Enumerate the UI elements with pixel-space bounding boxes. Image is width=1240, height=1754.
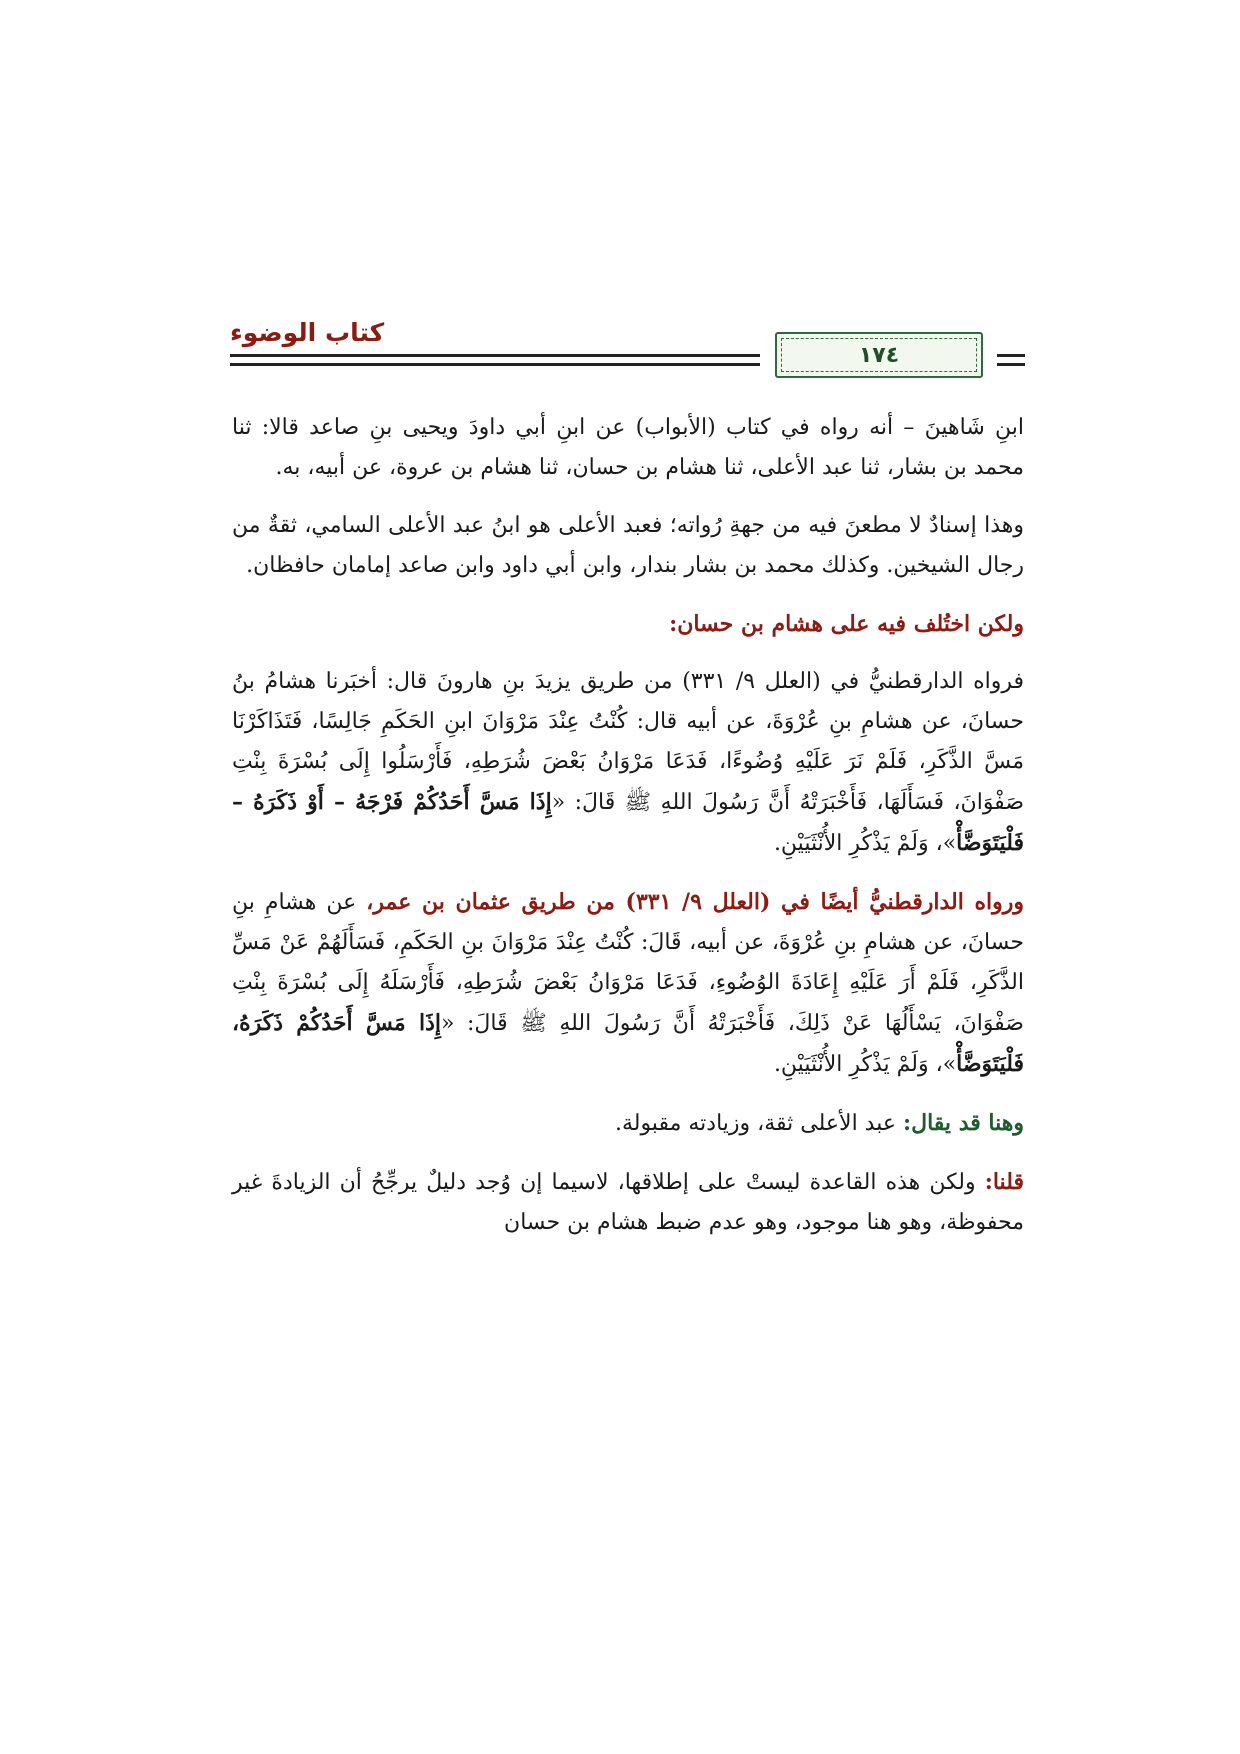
paragraph-text: ولكن هذه القاعدة ليستْ على إطلاقها، لاسيما إن وُجد دليلٌ يرجِّحُ أن الزيادةَ غير محفوظة، وهو هنا موجود، وهو عدم ضبط هشام بن حسان: [232, 1170, 1024, 1235]
hadith-text: إِذَا مَسَّ أَحَدُكُمْ ذَكَرَهُ، فَلْيَتَوَضَّأْ: [232, 1010, 1024, 1077]
book-title: كتاب الوضوء: [230, 318, 385, 347]
page-number: ١٧٤: [858, 342, 900, 368]
page-number-badge: [775, 332, 983, 378]
header-rule: [997, 354, 1025, 357]
section-heading: ولكن اختُلف فيه على هشام بن حسان:: [669, 611, 1024, 637]
paragraph-text: عن هشامِ بنِ حسانَ، عن هشامِ بنِ عُرْوَةَ، عن أبيه، قَالَ: كُنْتُ عِنْدَ مَرْوَانَ بنِ الحَكَمِ، فَسَأَلَهُمْ عَنْ مَسِّ الذَّكَرِ، فَلَمْ أَرَ عَلَيْهِ إِعَادَةَ الوُضُوءِ، فَدَعَا مَرْوَانُ بَعْضَ شُرَطِهِ، فَأَرْسَلَهُ إِلَى بُسْرَةَ بِنْتِ صَفْوَانَ، يَسْأَلُهَا عَنْ ذَلِكَ، فَأَخْبَرَتْهُ أَنَّ رَسُولَ اللهِ ﷺ قَالَ: «: [232, 890, 1024, 1036]
objection-label: وهنا قد يقال:: [902, 1110, 1024, 1136]
paragraph: وهذا إسنادٌ لا مطعنَ فيه من جهةِ رُواته؛ فعبد الأعلى هو ابنُ عبد الأعلى السامي، ثقةٌ من رجال الشيخين. وكذلك محمد بن بشار بندار، وابن أبي داود وابن صاعد إمامان حافظان.: [232, 513, 1024, 578]
paragraph: ابنِ شَاهينَ – أنه رواه في كتاب (الأبواب) عن ابنِ أبي داودَ ويحيى بنِ صاعد قالا: ثنا محمد بن بشار، ثنا عبد الأعلى، ثنا هشام بن حسان، ثنا هشام بن عروة، عن أبيه، به.: [232, 415, 1024, 480]
page-header: [230, 318, 1025, 380]
paragraph-text: »، وَلَمْ يَذْكُرِ الأُنْثَيَيْنِ.: [773, 1052, 957, 1077]
header-rule: [997, 363, 1025, 366]
page-body: [232, 408, 1024, 1261]
paragraph-lead: ورواه الدارقطنيُّ أيضًا في (العلل ٩/ ٣٣١) من طريق عثمان بن عمر،: [366, 889, 1025, 915]
paragraph: [232, 882, 1024, 1085]
header-rule: [230, 354, 760, 357]
hadith-text: إِذَا مَسَّ أَحَدُكُمْ فَرْجَهُ – أَوْ ذَكَرَهُ – فَلْيَتَوَضَّأْ: [232, 789, 1024, 856]
paragraph: [232, 1103, 1024, 1144]
paragraph-text: عبد الأعلى ثقة، وزيادته مقبولة.: [614, 1111, 903, 1136]
paragraph: [232, 662, 1024, 864]
paragraph-text: فرواه الدارقطنيُّ في (العلل ٩/ ٣٣١) من طريق يزيدَ بنِ هارونَ قال: أخبَرنا هشامُ بنُ حسانَ، عن هشامِ بنِ عُرْوَةَ، عن أبيه قال: كُنْتُ عِنْدَ مَرْوَانَ ابنِ الحَكَمِ جَالِسًا، فَتَذَاكَرْنَا مَسَّ الذَّكَرِ، فَلَمْ نَرَ عَلَيْهِ وُضُوءًا، فَدَعَا مَرْوَانُ بَعْضَ شُرَطِهِ، فَأَرْسَلُوا إِلَى بُسْرَةَ بِنْتِ صَفْوَانَ، فَسَأَلَهَا، فَأَخْبَرَتْهُ أَنَّ رَسُولَ اللهِ ﷺ قَالَ: «: [232, 669, 1024, 815]
paragraph: [232, 1162, 1024, 1243]
header-rule: [230, 363, 760, 366]
paragraph-text: »، وَلَمْ يَذْكُرِ الأُنْثَيَيْنِ.: [773, 831, 957, 856]
reply-label: قلنا:: [984, 1169, 1024, 1195]
